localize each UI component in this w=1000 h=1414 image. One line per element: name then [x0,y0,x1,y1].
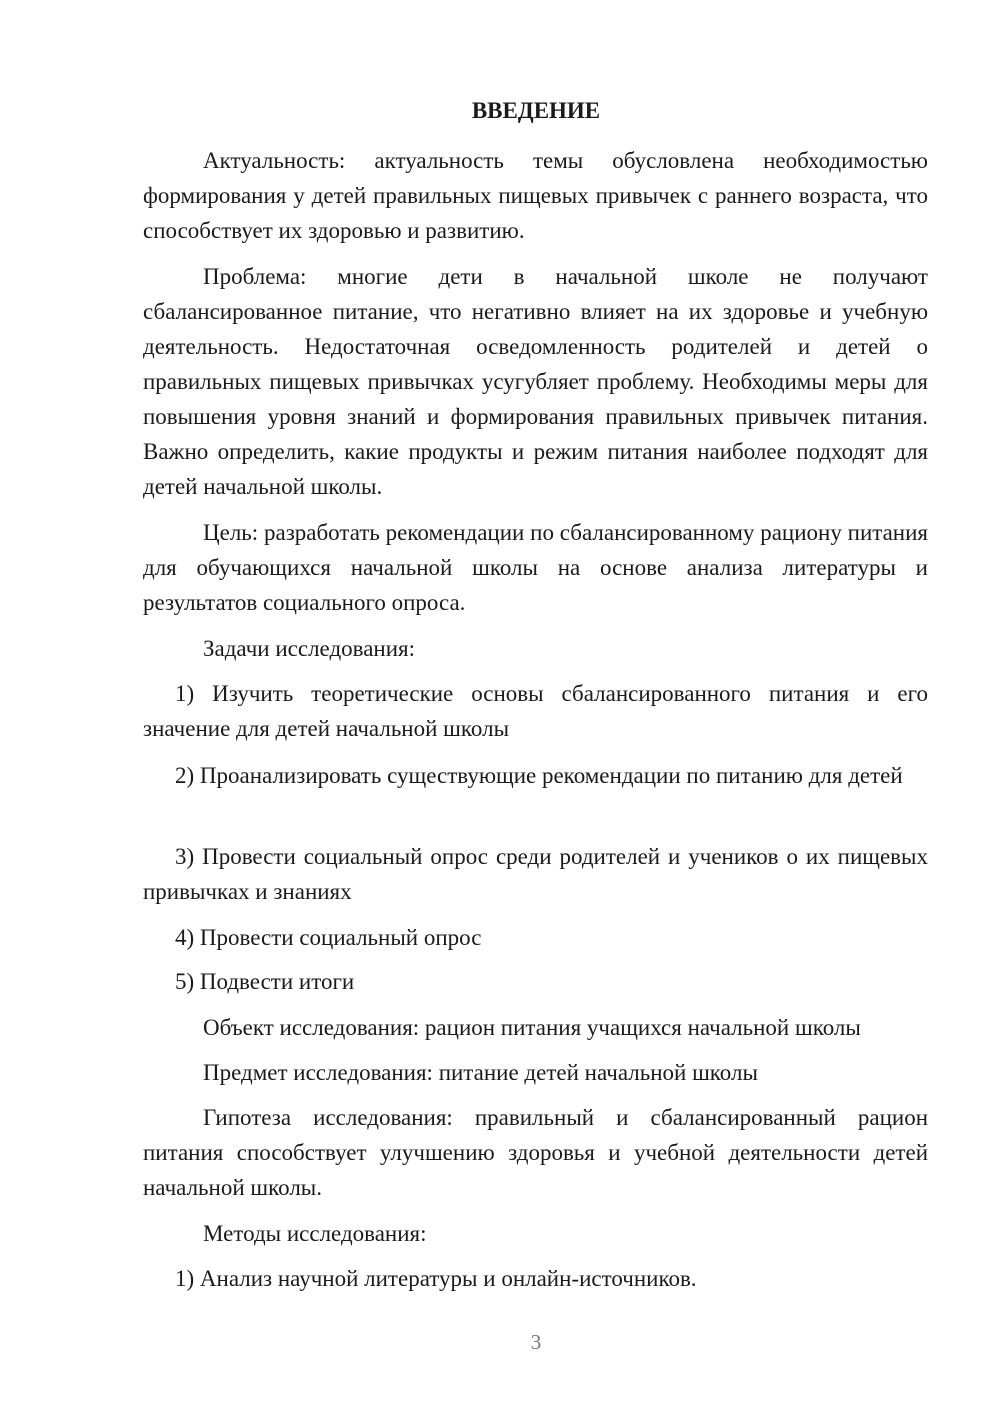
page-title: ВВЕДЕНИЕ [471,98,601,123]
page-number: 3 [530,1330,542,1354]
task-item-5: 5) Подвести итоги [175,969,355,994]
paragraph-goal: Цель: разработать рекомендации по сбалансированному рациону питания для обучающихся начальной школы на основе анализа литературы и результатов социального опроса. [143,520,928,615]
task-item-1: 1) Изучить теоретические основы сбалансированного питания и его значение для детей начальной школы [143,681,928,741]
task-item-4: 4) Провести социальный опрос [175,925,482,950]
paragraph-object: Объект исследования: рацион питания учащихся начальной школы [203,1015,861,1040]
paragraph-problem: Проблема: многие дети в начальной школе не получают сбалансированное питание, что негативно влияет на их здоровье и учебную деятельность. Недостаточная осведомленность родителей и детей о правильных пищевых привычках усугубляет проблему. Необходимы меры для повышения уровня знаний и формирования правильных привычек питания. Важно определить, какие продукты и режим питания наиболее подходят для детей начальной школы. [143,264,928,499]
paragraph-hypothesis: Гипотеза исследования: правильный и сбалансированный рацион питания способствует улучшению здоровья и учебной деятельности детей начальной школы. [143,1105,928,1200]
method-item-1: 1) Анализ научной литературы и онлайн-источников. [175,1266,697,1291]
tasks-heading: Задачи исследования: [203,636,416,661]
paragraph-subject: Предмет исследования: питание детей начальной школы [203,1060,758,1085]
task-item-2: 2) Проанализировать существующие рекомендации по питанию для детей [175,763,903,788]
paragraph-relevance: Актуальность: актуальность темы обусловлена необходимостью формирования у детей правильных пищевых привычек с раннего возраста, что способствует их здоровью и развитию. [143,148,928,243]
methods-heading: Методы исследования: [203,1221,427,1246]
task-item-3: 3) Провести социальный опрос среди родителей и учеников о их пищевых привычках и знаниях [143,844,928,904]
